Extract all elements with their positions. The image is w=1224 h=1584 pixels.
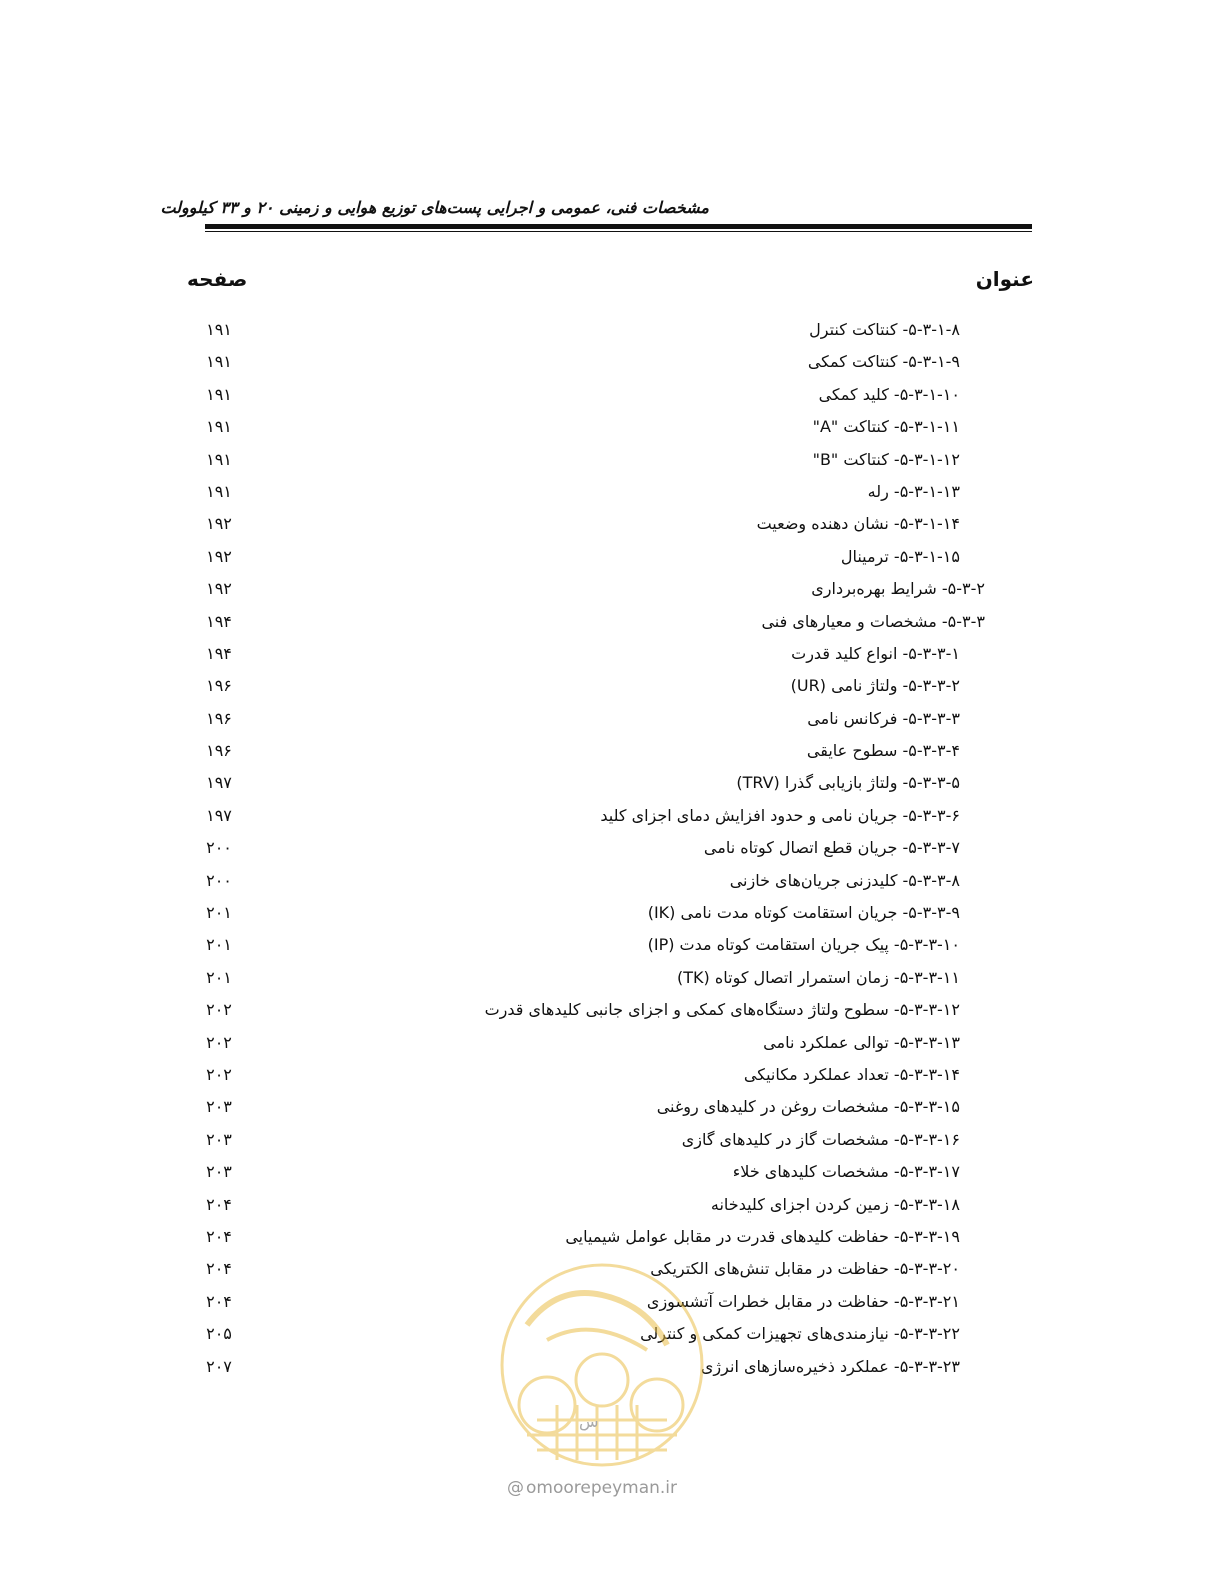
toc-row — [180, 444, 980, 476]
toc-row — [180, 508, 980, 540]
toc-entry-page: ۲۰۰ — [206, 838, 232, 858]
toc-entry-title: ۵-۳-۳-۱- انواع کلید قدرت — [791, 643, 960, 663]
footer-site — [507, 1478, 717, 1498]
toc-entry-title: ۵-۳-۳-۳- فرکانس نامی — [807, 708, 960, 728]
toc-entry-page: ۱۹۱ — [206, 384, 232, 404]
running-header-title: مشخصات فنی، عمومی و اجرایی پست‌های توزیع هوایی و زمینی ۲۰ و ۳۳ کیلوولت — [160, 198, 709, 217]
toc-row — [180, 832, 980, 864]
toc-entry-title: ۵-۳-۳-۲۲- نیازمندی‌های تجهیزات کمکی و کنترلی — [640, 1324, 960, 1344]
toc-entry-title: ۵-۳-۳-۱۱- زمان استمرار اتصال کوتاه (TK) — [677, 967, 960, 987]
toc-row — [180, 994, 980, 1026]
publisher-logo-watermark-icon — [497, 1255, 707, 1475]
toc-entry-title: ۵-۳-۳-۲- ولتاژ نامی (UR) — [790, 676, 960, 696]
toc-row — [180, 1189, 980, 1221]
toc-entry-page: ۱۹۶ — [206, 741, 232, 761]
at-sign-icon: @ — [507, 1478, 524, 1498]
toc-entry-title: ۵-۳-۳-۷- جریان قطع اتصال کوتاه نامی — [703, 838, 960, 858]
toc-entry-page: ۲۰۱ — [206, 903, 232, 923]
toc-entry-title: ۵-۳-۳-۹- جریان استقامت کوتاه مدت نامی (IK) — [647, 903, 960, 923]
header-rule-thin — [205, 231, 1032, 232]
toc-entry-page: ۲۰۴ — [206, 1259, 232, 1279]
toc-entry-page: ۲۰۴ — [206, 1226, 232, 1246]
column-heading-page: صفحه — [187, 267, 248, 291]
toc-entry-title: ۵-۳-۳-۵- ولتاژ بازیابی گذرا (TRV) — [736, 773, 960, 793]
toc-entry-title: ۵-۳-۳-۱۳- توالی عملکرد نامی — [763, 1032, 960, 1052]
toc-row — [180, 800, 980, 832]
toc-entry-page: ۱۹۴ — [206, 643, 232, 663]
toc-entry-title: ۵-۳-۳-۱۹- حفاظت کلیدهای قدرت در مقابل عوامل شیمیایی — [565, 1226, 960, 1246]
toc-entry-page: ۱۹۲ — [206, 514, 232, 534]
toc-entry-title: ۵-۳-۳-۱۰- پیک جریان استقامت کوتاه مدت (IP) — [647, 935, 960, 955]
toc-entry-title: ۵-۳-۱-۱۳- رله — [867, 481, 960, 501]
toc-row — [180, 703, 980, 735]
toc-entry-page: ۱۹۱ — [206, 417, 232, 437]
toc-entry-page: ۲۰۳ — [206, 1097, 232, 1117]
toc-entry-page: ۲۰۳ — [206, 1129, 232, 1149]
toc-entry-title: ۵-۳-۳-۱۷- مشخصات کلیدهای خلاء — [732, 1162, 960, 1182]
toc-entry-title: ۵-۳-۳-۸- کلیدزنی جریان‌های خازنی — [729, 870, 960, 890]
footer-site-text: omoorepeyman.ir — [526, 1478, 678, 1498]
toc-entry-title: ۵-۳-۳-۲۰- حفاظت در مقابل تنش‌های الکتریکی — [650, 1259, 960, 1279]
toc-row — [180, 735, 980, 767]
toc-entry-page: ۱۹۶ — [206, 676, 232, 696]
toc-row — [180, 346, 980, 378]
toc-row — [180, 865, 980, 897]
toc-entry-title: ۵-۳-۱-۸- کنتاکت کنترل — [809, 320, 960, 339]
toc-entry-title: ۵-۳-۳-۱۵- مشخصات روغن در کلیدهای روغنی — [656, 1097, 960, 1117]
toc-entry-page: ۲۰۲ — [206, 1032, 232, 1052]
toc-entry-page: ۱۹۷ — [206, 773, 232, 793]
toc-entry-title: ۵-۳-۱-۱۴- نشان دهنده وضعیت — [756, 514, 960, 534]
toc-entry-title: ۵-۳-۱-۹- کنتاکت کمکی — [807, 352, 960, 372]
toc-entry-title: ۵-۳-۱-۱۲- کنتاکت "B" — [812, 449, 960, 469]
toc-row — [180, 606, 985, 638]
toc-entry-page: ۱۹۴ — [206, 611, 232, 631]
toc-entry-title: ۵-۳-۱-۱۱- کنتاکت "A" — [812, 417, 960, 437]
toc-entry-title: ۵-۳-۳-۲۱- حفاظت در مقابل خطرات آتشسوزی — [646, 1291, 960, 1311]
toc-entry-page: ۱۹۲ — [206, 546, 232, 566]
toc-entry-page: ۲۰۴ — [206, 1194, 232, 1214]
toc-entry-title: ۵-۳-۳-۱۲- سطوح ولتاژ دستگاه‌های کمکی و اجزای جانبی کلیدهای قدرت — [484, 1000, 960, 1020]
toc-entry-title: ۵-۳-۱-۱۰- کلید کمکی — [818, 384, 960, 404]
toc-entry-page: ۱۹۷ — [206, 805, 232, 825]
toc-entry-title: ۵-۳-۳-۱۶- مشخصات گاز در کلیدهای گازی — [681, 1129, 960, 1149]
toc-row — [180, 1059, 980, 1091]
toc-row — [180, 379, 980, 411]
toc-entry-page: ۱۹۶ — [206, 708, 232, 728]
toc-entry-title: ۵-۳-۳-۶- جریان نامی و حدود افزایش دمای اجزای کلید — [600, 805, 960, 825]
toc-row — [180, 1124, 980, 1156]
toc-entry-page: ۲۰۱ — [206, 935, 232, 955]
toc-row — [180, 314, 980, 346]
column-heading-title: عنوان — [975, 267, 1034, 291]
toc-entry-page: ۱۹۱ — [206, 320, 232, 339]
toc-entry-title: ۵-۳-۳-۲۳- عملکرد ذخیره‌سازهای انرژی — [700, 1356, 960, 1376]
toc-entry-page: ۲۰۰ — [206, 870, 232, 890]
toc-entry-title: ۵-۳-۱-۱۵- ترمینال — [840, 546, 960, 566]
toc-row — [180, 1091, 980, 1123]
toc-entry-page: ۱۹۱ — [206, 481, 232, 501]
toc-row — [180, 573, 985, 605]
toc-entry-page: ۱۹۱ — [206, 352, 232, 372]
toc-row — [180, 476, 980, 508]
toc-row — [180, 897, 980, 929]
page-number-letter: س — [579, 1412, 599, 1431]
toc-entry-page: ۲۰۵ — [206, 1324, 232, 1344]
toc-row — [180, 541, 980, 573]
header-rule-thick — [205, 224, 1032, 229]
toc-row — [180, 670, 980, 702]
toc-entry-page: ۲۰۲ — [206, 1000, 232, 1020]
toc-row — [180, 1221, 980, 1253]
toc-row — [180, 929, 980, 961]
toc-row — [180, 411, 980, 443]
toc-entry-page: ۱۹۲ — [206, 579, 232, 599]
toc-entry-page: ۲۰۷ — [206, 1356, 232, 1376]
toc-entry-title: ۵-۳-۳-۴- سطوح عایقی — [806, 741, 960, 761]
toc-entry-page: ۲۰۲ — [206, 1064, 232, 1084]
toc-entry-title: ۵-۳-۳-۱۸- زمین کردن اجزای کلیدخانه — [710, 1194, 960, 1214]
toc-entry-page: ۱۹۱ — [206, 449, 232, 469]
toc-row — [180, 767, 980, 799]
table-of-contents — [180, 314, 985, 1383]
toc-entry-title: ۵-۳-۳- مشخصات و معیارهای فنی — [761, 611, 985, 631]
toc-row — [180, 1156, 980, 1188]
toc-entry-page: ۲۰۳ — [206, 1162, 232, 1182]
toc-entry-page: ۲۰۱ — [206, 967, 232, 987]
toc-entry-title: ۵-۳-۲- شرایط بهره‌برداری — [811, 579, 985, 599]
toc-row — [180, 1027, 980, 1059]
toc-entry-page: ۲۰۴ — [206, 1291, 232, 1311]
toc-row — [180, 962, 980, 994]
toc-entry-title: ۵-۳-۳-۱۴- تعداد عملکرد مکانیکی — [743, 1064, 960, 1084]
toc-row — [180, 638, 980, 670]
